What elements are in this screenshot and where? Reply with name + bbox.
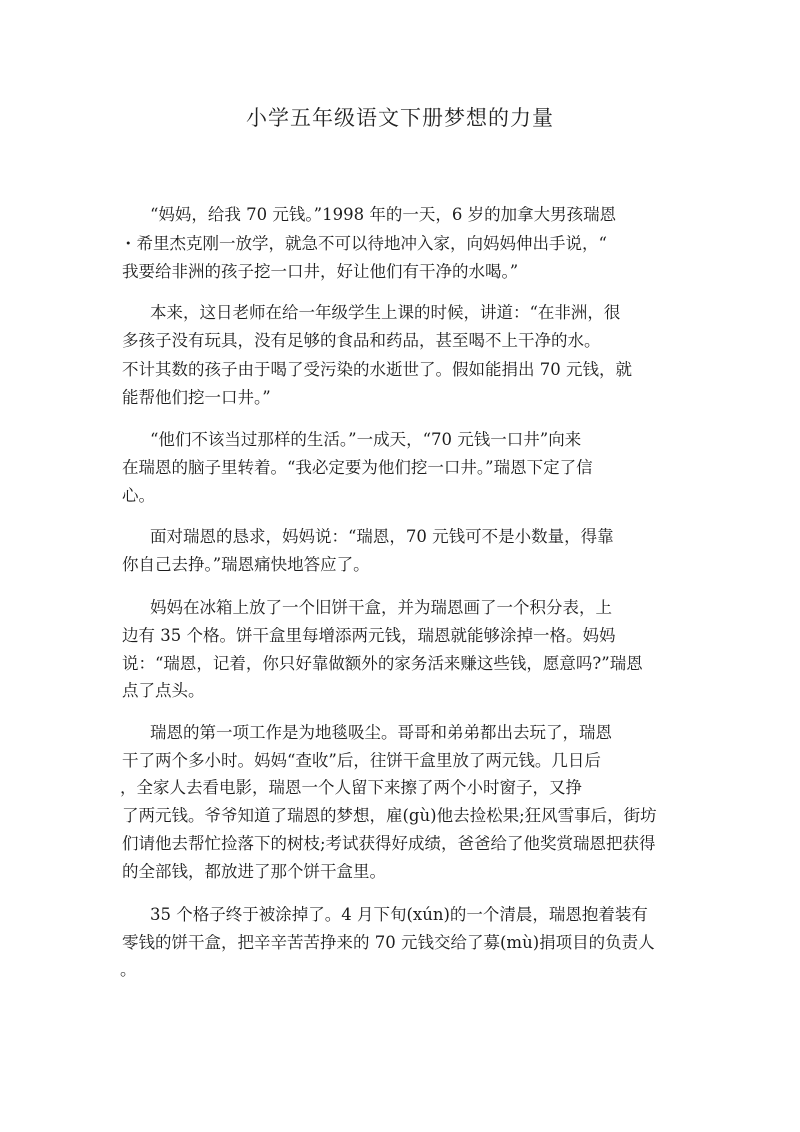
paragraph-1-line-1: “妈妈，给我 70 元钱。”1998 年的一天，6 岁的加拿大男孩瑞恩 bbox=[150, 205, 617, 224]
paragraph-5-line-2: 边有 35 个格。饼干盒里每增添两元钱，瑞恩就能够涂掉一格。妈妈 bbox=[122, 626, 616, 645]
paragraph-6-line-2: 干了两个多小时。妈妈“查收”后，往饼干盒里放了两元钱。几日后 bbox=[122, 751, 601, 770]
paragraph-2-line-1: 本来，这日老师在给一年级学生上课的时候，讲道：“在非洲，很 bbox=[150, 303, 621, 322]
paragraph-2-line-2: 多孩子没有玩具，没有足够的食品和药品，甚至喝不上干净的水。 bbox=[122, 331, 601, 350]
paragraph-6-line-3: ，全家人去看电影，瑞恩一个人留下来擦了两个小时窗子，又挣 bbox=[120, 778, 582, 797]
paragraph-4-line-2: 你自己去挣。”瑞恩痛快地答应了。 bbox=[122, 555, 370, 574]
paragraph-5-line-4: 点了点头。 bbox=[122, 681, 205, 700]
paragraph-5-line-1: 妈妈在冰箱上放了一个旧饼干盒，并为瑞恩画了一个积分表，上 bbox=[150, 598, 612, 617]
paragraph-3-line-2: 在瑞恩的脑子里转着。“我必定要为他们挖一口井。”瑞恩下定了信 bbox=[122, 458, 593, 477]
paragraph-2-line-4: 能帮他们挖一口井。” bbox=[122, 388, 271, 407]
paragraph-1-line-3: 我要给非洲的孩子挖一口井，好让他们有干净的水喝。” bbox=[122, 262, 519, 281]
paragraph-7-line-2: 零钱的饼干盒，把辛辛苦苦挣来的 70 元钱交给了募(mù)捐项目的负责人 bbox=[122, 933, 655, 952]
paragraph-4-line-1: 面对瑞恩的恳求，妈妈说：“瑞恩，70 元钱可不是小数量，得靠 bbox=[150, 527, 614, 546]
paragraph-1-line-2: ・希里杰克刚一放学，就急不可以待地冲入家，向妈妈伸出手说，“ bbox=[120, 234, 607, 253]
document-title: 小学五年级语文下册梦想的力量 bbox=[246, 106, 554, 130]
paragraph-7-line-3: 。 bbox=[120, 960, 137, 979]
paragraph-5-line-3: 说：“瑞恩，记着，你只好靠做额外的家务活来赚这些钱，愿意吗?”瑞恩 bbox=[122, 654, 643, 673]
paragraph-2-line-3: 不计其数的孩子由于喝了受污染的水逝世了。假如能捐出 70 元钱，就 bbox=[122, 360, 632, 379]
paragraph-6-line-6: 的全部钱，都放进了那个饼干盒里。 bbox=[122, 862, 386, 881]
paragraph-6-line-5: 们请他去帮忙捡落下的树枝;考试获得好成绩，爸爸给了他奖赏瑞恩把获得 bbox=[122, 834, 656, 853]
paragraph-6-line-1: 瑞恩的第一项工作是为地毯吸尘。哥哥和弟弟都出去玩了，瑞恩 bbox=[150, 723, 612, 742]
paragraph-3-line-3: 心。 bbox=[122, 486, 155, 505]
paragraph-7-line-1: 35 个格子终于被涂掉了。4 月下旬(xún)的一个清晨，瑞恩抱着装有 bbox=[150, 905, 648, 924]
paragraph-3-line-1: “他们不该当过那样的生活。”一成天，“70 元钱一口井”向来 bbox=[150, 430, 582, 449]
paragraph-6-line-4: 了两元钱。爷爷知道了瑞恩的梦想，雇(gù)他去捡松果;狂风雪事后，街坊 bbox=[122, 806, 657, 825]
